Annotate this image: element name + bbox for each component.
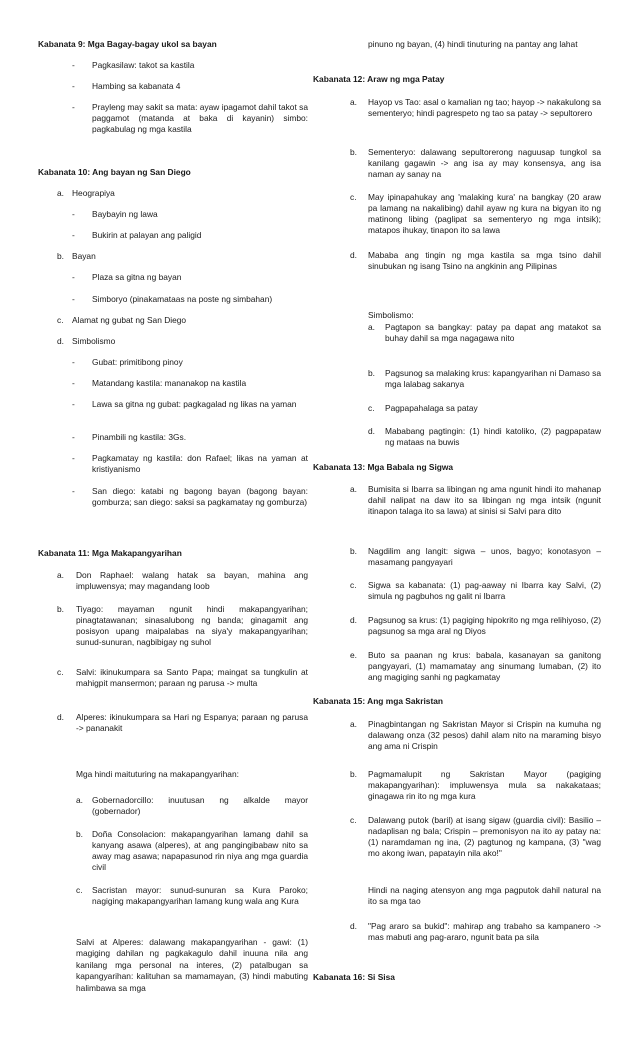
list-marker: a. — [57, 570, 64, 580]
ch12-item: May ipinapahukay ang 'malaking kura' na bangkay (20 araw pa lamang na nakalibing) dahil ayaw ng kura na bigyan ito ng matinong libing (paglipat sa sementeryo ng mga intsik); matapos ihukay, tinapon ito sa lawa — [368, 192, 601, 235]
list-marker: c. — [350, 815, 357, 825]
salvi-alperes-paragraph: Salvi at Alperes: dalawang makapangyarihan - gawi: (1) magiging dahilan ng pagkakagulo dahil inuuna nila ang kanilang mga personal na interes, (2) patalbugan sa kapangyarihan: kalituhan sa mamamayan, (3) hindi mabuting halimbawa sa mga — [76, 937, 308, 993]
ch10-subitem: Gubat: primitibong pinoy — [92, 357, 183, 367]
list-marker: c. — [76, 885, 83, 895]
bullet-marker: - — [72, 357, 75, 367]
list-marker: a. — [76, 795, 83, 805]
chapter-16-title: Kabanata 16: Si Sisa — [313, 972, 395, 982]
list-marker: b. — [57, 604, 64, 614]
bullet-marker: - — [72, 272, 75, 282]
ch13-item: Nagdilim ang langit: sigwa – unos, bagyo; konotasyon – masamang pangyayari — [368, 546, 601, 567]
ch13-item: Bumisita si Ibarra sa libingan ng ama ngunit hindi ito mahanap dahil nalipat na daw ito sa libingan ng mga intsik (ngunit itinapon talaga ito sa lawa) at sinisi si Salvi para dito — [368, 484, 601, 516]
ch10-item: Heograpiya — [72, 188, 115, 198]
list-marker: a. — [350, 484, 357, 494]
list-marker: c. — [350, 192, 357, 202]
chapter-11-title: Kabanata 11: Mga Makapangyarihan — [38, 548, 182, 558]
ch11-item: Don Raphael: walang hatak sa bayan, mahina ang impluwensya; may magandang loob — [76, 570, 308, 591]
ch9-item: Pagkasilaw: takot sa kastila — [92, 60, 195, 70]
ch10-subitem: Bukirin at palayan ang paligid — [92, 230, 202, 240]
ch11-item: Alperes: ikinukumpara sa Hari ng Espanya; paraan ng parusa -> pananakit — [76, 712, 308, 733]
bullet-marker: - — [72, 486, 75, 496]
list-marker: b. — [350, 546, 357, 556]
ch10-item: Alamat ng gubat ng San Diego — [72, 315, 187, 325]
ch12-item: Hayop vs Tao: asal o kamalian ng tao; hayop -> nakakulong sa sementeryo; hindi pagrespeto ng tao sa patay -> sepultorero — [368, 97, 601, 118]
list-marker: a. — [350, 97, 357, 107]
ch15-item: Pinagbintangan ng Sakristan Mayor si Crispin na kumuha ng dalawang onza (32 pesos) dahil alam nito na maraming bisyo ang ama ni Crispin — [368, 719, 601, 751]
ch13-item: Sigwa sa kabanata: (1) pag-aaway ni Ibarra kay Salvi, (2) simula ng pagbuhos ng galit ni Ibarra — [368, 580, 601, 601]
ch10-subitem: Pinambili ng kastila: 3Gs. — [92, 432, 187, 442]
list-marker: a. — [350, 719, 357, 729]
ch15-item: "Pag araro sa bukid": mahirap ang trabaho sa kampanero -> mas mabuti ang pag-araro, ngunit bata pa sila — [368, 921, 601, 942]
ch10-subitem: Simboryo (pinakamataas na poste ng simbahan) — [92, 294, 273, 304]
bullet-marker: - — [72, 102, 75, 112]
bullet-marker: - — [72, 230, 75, 240]
list-marker: c. — [57, 667, 64, 677]
list-marker: a. — [368, 322, 375, 332]
symbolism-item: Mababang pagtingin: (1) hindi katoliko, (2) pagpapataw ng mataas na buwis — [385, 426, 601, 447]
symbolism-item: Pagsunog sa malaking krus: kapangyarihan ni Damaso sa mga lalabag sakanya — [385, 368, 602, 389]
list-marker: d. — [57, 336, 64, 346]
chapter-10-title: Kabanata 10: Ang bayan ng San Diego — [38, 167, 191, 177]
not-powerful-item: Doña Consolacion: makapangyarihan lamang dahil sa kanyang asawa (alperes), at ang pangingibabaw nito sa away mag asawa; napapasunod rin niya ang mga guardia civil — [92, 829, 308, 872]
ch10-item: Bayan — [72, 251, 96, 261]
ch10-subitem: Plaza sa gitna ng bayan — [92, 272, 182, 282]
ch11-item: Salvi: ikinukumpara sa Santo Papa; maingat sa tungkulin at mahigpit mansermon; paraan ng parusa -> multa — [76, 667, 308, 688]
ch15-item: Pagmamalupit ng Sakristan Mayor (pagiging makapangyarihan): impluwensya mula sa nakakataas; ginagawa rin ito ng mga kura — [368, 769, 601, 801]
list-marker: c. — [368, 403, 375, 413]
symbolism-heading: Simbolismo: — [368, 310, 414, 320]
symbolism-item: Pagtapon sa bangkay: patay pa dapat ang matakot sa buhay dahil sa mga nagagawa nito — [385, 322, 601, 343]
chapter-12-title: Kabanata 12: Araw ng mga Patay — [313, 74, 445, 84]
bullet-marker: - — [72, 378, 75, 388]
ch10-subitem: San diego: katabi ng bagong bayan (bagong bayan: gomburza; san diego: saksi sa pagkamatay ng gomburza) — [92, 486, 308, 507]
ch12-item: Mababa ang tingin ng mga kastila sa mga tsino dahil sinubukan ng isang Tsino na angkinin ang Pilipinas — [368, 250, 601, 271]
not-powerful-item: Gobernadorcillo: inuutusan ng alkalde mayor (gobernador) — [92, 795, 308, 816]
ch10-item: Simbolismo — [72, 336, 116, 346]
bullet-marker: - — [72, 60, 75, 70]
bullet-marker: - — [72, 81, 75, 91]
bullet-marker: - — [72, 432, 75, 442]
list-marker: e. — [350, 650, 357, 660]
ch13-item: Buto sa paanan ng krus: babala, kasanayan sa ganitong pangyayari, (1) mamamatay ang sinumang lumaban, (2) ito ang magiging sanhi ng pagkamatay — [368, 650, 601, 682]
chapter-15-title: Kabanata 15: Ang mga Sakristan — [313, 696, 444, 706]
symbolism-item: Pagpapahalaga sa patay — [385, 403, 478, 413]
bullet-marker: - — [72, 209, 75, 219]
list-marker: b. — [76, 829, 83, 839]
chapter-13-title: Kabanata 13: Mga Babala ng Sigwa — [313, 462, 454, 472]
list-marker: d. — [57, 712, 64, 722]
bullet-marker: - — [72, 453, 75, 463]
list-marker: b. — [368, 368, 375, 378]
ch12-item: Sementeryo: dalawang sepultorerong naguusap tungkol sa kanilang gagawin -> ang isa ay may konsensya, ang isa naman ay sanay na — [368, 147, 601, 179]
ch10-subitem: Baybayin ng lawa — [92, 209, 158, 219]
ch11-item: Tiyago: mayaman ngunit hindi makapangyarihan; pinagtatawanan; sinasalubong ng banda; ginagamit ang posisyon upang maipalabas na siya'y makapangyarihan; sunud-sunuran, nagbibigay ng suhol — [76, 604, 308, 647]
ch9-item: Hambing sa kabanata 4 — [92, 81, 181, 91]
list-marker: a. — [57, 188, 64, 198]
bullet-marker: - — [72, 294, 75, 304]
list-marker: c. — [57, 315, 64, 325]
list-marker: b. — [350, 147, 357, 157]
ch10-subitem: Lawa sa gitna ng gubat: pagkagalad ng likas na yaman — [92, 399, 297, 409]
list-marker: d. — [350, 250, 357, 260]
chapter-9-title: Kabanata 9: Mga Bagay-bagay ukol sa bayan — [38, 39, 217, 49]
ch10-subitem: Pagkamatay ng kastila: don Rafael; likas na yaman at kristiyanismo — [92, 453, 308, 474]
ch15-item: Dalawang putok (baril) at isang sigaw (guardia civil): Basilio – nadaplisan ng bala; Crispin – premonisyon na ito ay patay na: (1) naramdaman ng ina, (2) pagtunog ng kampana, (3) "wag mo akong iwan, papatayin nila ako!" — [368, 815, 601, 858]
ch13-item: Pagsunog sa krus: (1) pagiging hipokrito ng mga relihiyoso, (2) pagsunog sa mga aral ng Diyos — [368, 615, 601, 636]
list-marker: d. — [350, 615, 357, 625]
list-marker: b. — [57, 251, 64, 261]
not-powerful-heading: Mga hindi maituturing na makapangyarihan: — [76, 769, 239, 779]
ch10-subitem: Matandang kastila: mananakop na kastila — [92, 378, 247, 388]
list-marker: c. — [350, 580, 357, 590]
continuation-text: pinuno ng bayan, (4) hindi tinuturing na pantay ang lahat — [368, 39, 578, 49]
list-marker: d. — [350, 921, 357, 931]
list-marker: d. — [368, 426, 375, 436]
ch9-item: Prayleng may sakit sa mata: ayaw ipagamot dahil takot sa paggamot (matanda at baka di kayanin) simbo: pagkabulag ng mga kastila — [92, 102, 308, 134]
list-marker: b. — [350, 769, 357, 779]
bullet-marker: - — [72, 399, 75, 409]
ch15-note: Hindi na naging atensyon ang mga pagputok dahil natural na ito sa mga tao — [368, 885, 601, 906]
not-powerful-item: Sacristan mayor: sunud-sunuran sa Kura Paroko; nagiging makapangyarihan lamang kung wala ang Kura — [92, 885, 308, 906]
